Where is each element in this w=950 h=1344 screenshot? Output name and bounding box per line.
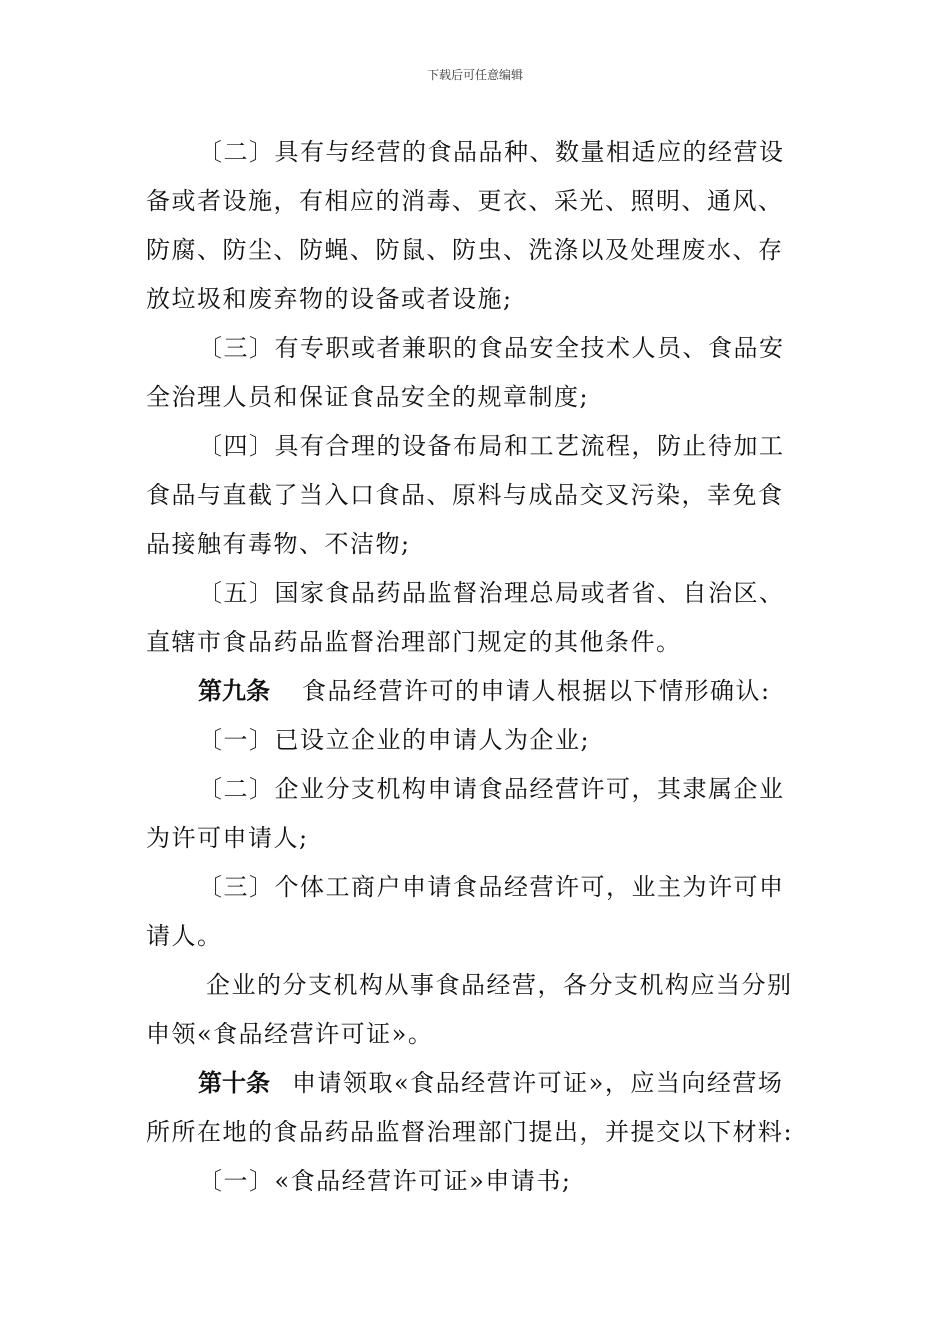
article-9 bbox=[146, 667, 806, 716]
article-9-note: 企业的分支机构从事食品经营，各分支机构应当分别申领«食品经营许可证»。 bbox=[146, 971, 793, 1048]
article-9-item: 〔三〕个体工商户申请食品经营许可，业主为许可申请人。 bbox=[146, 873, 785, 950]
article-10 bbox=[146, 1059, 806, 1157]
article-10-title: 第十条 bbox=[198, 1069, 270, 1097]
paragraph: 〔四〕具有合理的设备布局和工艺流程，防止待加工食品与直截了当入口食品、原料与成品交叉污染，幸免食品接触有毒物、不洁物; bbox=[146, 432, 785, 558]
paragraph: 〔三〕有专职或者兼职的食品安全技术人员、食品安全治理人员和保证食品安全的规章制度; bbox=[146, 334, 785, 411]
article-9-item: 〔二〕企业分支机构申请食品经营许可，其隶属企业为许可申请人; bbox=[146, 775, 785, 852]
document-body bbox=[146, 128, 806, 1206]
paragraph: 〔五〕国家食品药品监督治理总局或者省、自治区、直辖市食品药品监督治理部门规定的其他条件。 bbox=[146, 579, 785, 656]
paragraph: 〔二〕具有与经营的食品品种、数量相适应的经营设备或者设施，有相应的消毒、更衣、采光、照明、通风、防腐、防尘、防蝇、防鼠、防虫、洗涤以及处理废水、存放垃圾和废弃物的设备或者设施; bbox=[146, 138, 785, 313]
article-10-text: 申请领取«食品经营许可证»，应当向经营场所所在地的食品药品监督治理部门提出，并提交以下材料: bbox=[146, 1069, 794, 1146]
page-header: 下载后可任意编辑 bbox=[426, 68, 523, 82]
article-10-item: 〔一〕«食品经营许可证»申请书; bbox=[198, 1167, 572, 1195]
article-9-item: 〔一〕已设立企业的申请人为企业; bbox=[198, 726, 591, 754]
article-9-text: 食品经营许可的申请人根据以下情形确认: bbox=[302, 677, 771, 705]
article-9-title: 第九条 bbox=[198, 677, 270, 705]
